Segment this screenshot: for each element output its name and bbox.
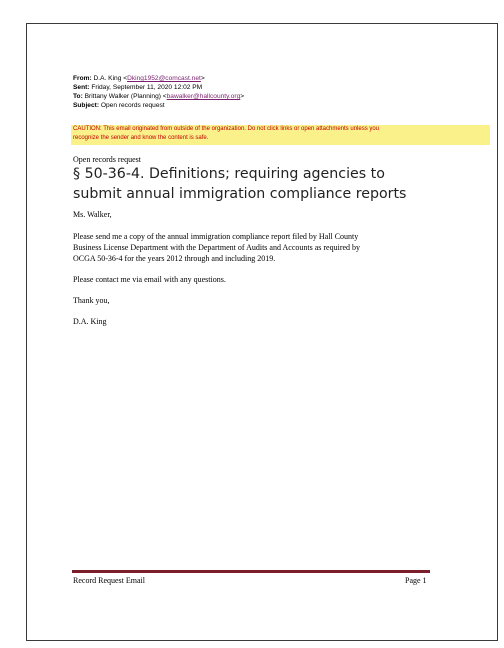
page-number: Page 1 (405, 576, 427, 585)
to-line (73, 92, 244, 101)
from-email-link[interactable]: Dking1952@comcast.net (127, 75, 201, 82)
to-label: To: (73, 93, 83, 100)
footer-rule (72, 570, 430, 573)
caution-line-1: CAUTION: This email originated from outside of the organization. Do not click links or open attachments unless you (73, 126, 380, 132)
paragraph-request (73, 231, 423, 264)
to-close: > (240, 93, 245, 100)
paragraph-line-3: OCGA 50-36-4 for the years 2012 through and including 2019. (73, 254, 276, 263)
sent-line (73, 83, 202, 92)
message-subject: Open records request (73, 155, 141, 164)
title-line-1: § 50-36-4. Definitions; requiring agencies to (73, 166, 385, 182)
paragraph-line-2: Business License Department with the Department of Audits and Accounts as required by (73, 243, 361, 252)
paragraph-contact: Please contact me via email with any questions. (73, 275, 226, 284)
from-name: D.A. King < (93, 75, 128, 82)
from-close: > (200, 75, 205, 82)
subject-line (73, 101, 165, 110)
signature: D.A. King (73, 317, 107, 326)
message-title (73, 164, 433, 204)
greeting: Ms. Walker, (73, 210, 112, 219)
to-name: Brittany Walker (Planning) < (84, 93, 167, 100)
sent-value: Friday, September 11, 2020 12:02 PM (91, 84, 203, 91)
from-line (73, 74, 205, 83)
to-email-link[interactable]: bawalker@hallcounty.org (166, 93, 241, 100)
from-label: From: (73, 75, 92, 82)
document-page (26, 23, 498, 641)
footer-title: Record Request Email (73, 576, 145, 585)
caution-line-2: recognize the sender and know the content is safe. (73, 135, 209, 141)
subject-value: Open records request (100, 102, 165, 109)
sent-label: Sent: (73, 84, 90, 91)
title-line-2: submit annual immigration compliance reports (73, 186, 407, 202)
paragraph-line-1: Please send me a copy of the annual immigration compliance report filed by Hall County (73, 232, 359, 241)
caution-banner (71, 125, 490, 145)
subject-label: Subject: (73, 102, 100, 109)
closing: Thank you, (73, 296, 110, 305)
